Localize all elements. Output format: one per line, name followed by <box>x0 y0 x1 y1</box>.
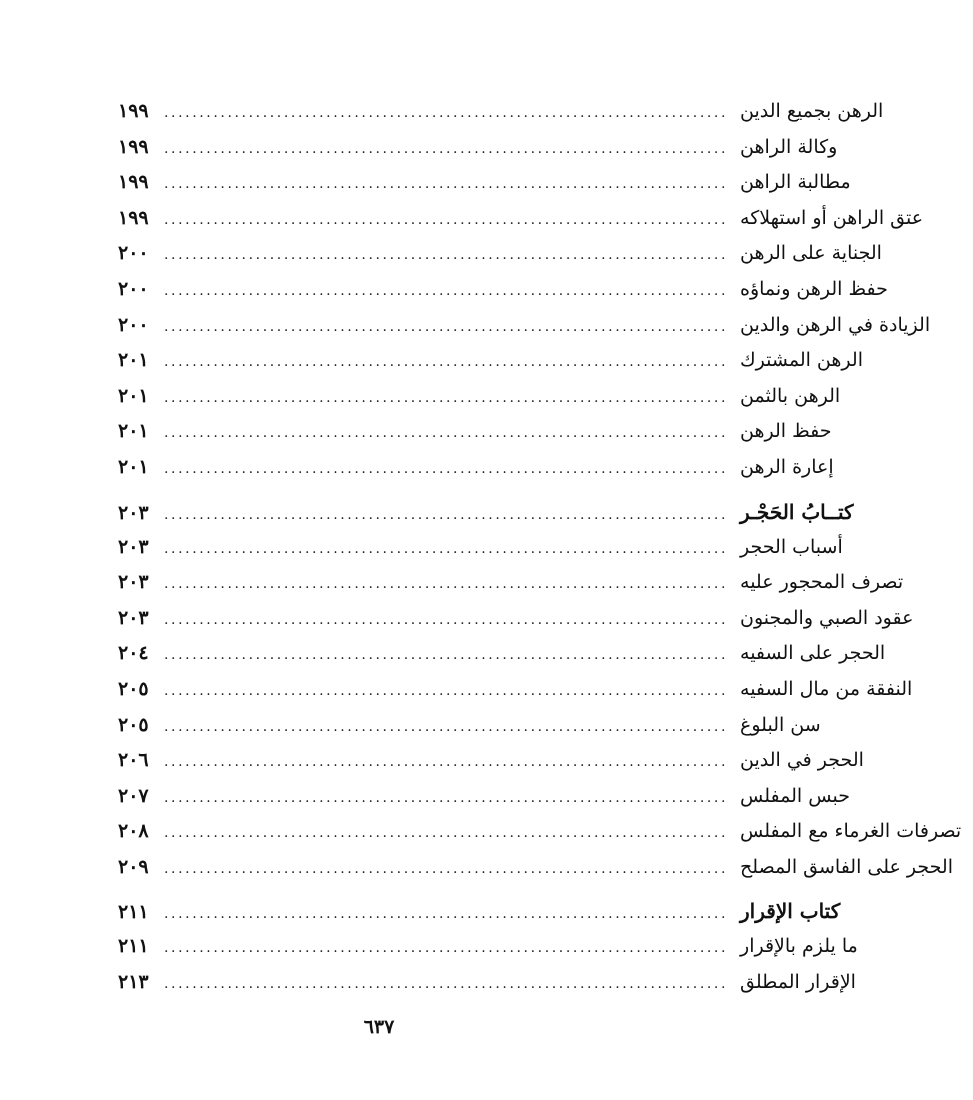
toc-entry-title: عقود الصبي والمجنون <box>740 606 914 629</box>
toc-entry-page: ٢١٣ <box>118 971 149 994</box>
toc-entry <box>118 749 864 785</box>
table-of-contents <box>118 100 962 1007</box>
dot-leader: ................................................................................ <box>164 282 729 299</box>
dot-leader: ................................................................................ <box>164 105 729 121</box>
dot-leader: ................................................................................ <box>164 576 729 593</box>
toc-entry-title: الجناية على الرهن <box>740 242 882 265</box>
toc-entry-title: حفظ الرهن <box>740 420 832 443</box>
toc-entry-page: ٢٠١ <box>118 420 149 443</box>
toc-entry-page: ٢٠١ <box>118 384 149 407</box>
dot-leader: ................................................................................ <box>164 789 729 806</box>
dot-leader: ................................................................................ <box>164 354 729 371</box>
dot-leader: ................................................................................ <box>164 940 729 957</box>
toc-entry <box>118 677 913 714</box>
toc-entry-title: سن البلوغ <box>740 713 821 736</box>
dot-leader: ................................................................................ <box>164 682 729 699</box>
toc-entry-page: ١٩٩ <box>118 100 149 122</box>
toc-entry-page: ٢٠٥ <box>118 677 149 700</box>
toc-entry-title: حبس المفلس <box>740 784 850 807</box>
toc-entry-title: إعارة الرهن <box>740 455 834 478</box>
toc-entry <box>118 820 962 856</box>
toc-entry-page: ١٩٩ <box>118 206 149 229</box>
dot-leader: ................................................................................ <box>164 540 729 557</box>
dot-leader: ................................................................................ <box>164 506 729 523</box>
toc-entry <box>118 455 834 492</box>
toc-entry-page: ٢٠٤ <box>118 642 149 665</box>
toc-entry-page: ٢٠٧ <box>118 784 149 807</box>
toc-entry-page: ٢٠١ <box>118 349 149 372</box>
toc-entry-page: ١٩٩ <box>118 171 149 194</box>
toc-entry-page: ٢٠٣ <box>118 501 149 524</box>
toc-entry-page: ٢٠٦ <box>118 749 149 772</box>
toc-entry-page: ٢٠٠ <box>118 242 149 265</box>
dot-leader: ................................................................................ <box>164 754 729 771</box>
toc-entry-page: ٢٠٠ <box>118 277 149 300</box>
dot-leader: ................................................................................ <box>164 211 729 228</box>
toc-entry <box>118 971 856 1007</box>
toc-entry <box>118 100 884 136</box>
dot-leader: ................................................................................ <box>164 460 729 477</box>
toc-entry-page: ٢٠٠ <box>118 313 149 336</box>
toc-entry <box>118 206 924 243</box>
toc-entry-title: ما يلزم بالإقرار <box>740 935 858 958</box>
toc-entry-title: حفظ الرهن ونماؤه <box>740 277 888 300</box>
toc-entry <box>118 384 841 421</box>
page-number: ٦٣٧ <box>363 1016 395 1038</box>
toc-entry-page: ٢٠٣ <box>118 606 149 629</box>
toc-entry-title: مطالبة الراهن <box>740 171 851 194</box>
toc-entry <box>118 313 931 350</box>
toc-entry-title: الحجر في الدين <box>740 749 864 772</box>
toc-entry-title: الحجر على السفيه <box>740 642 886 665</box>
toc-entry-page: ٢٠٣ <box>118 535 149 558</box>
toc-entry-page: ٢٠٨ <box>118 820 149 843</box>
toc-entry <box>118 349 863 385</box>
dot-leader: ................................................................................ <box>164 176 729 193</box>
toc-entry-title: الإقرار المطلق <box>740 971 856 994</box>
toc-entry <box>118 420 832 456</box>
toc-entry <box>118 277 888 314</box>
dot-leader: ................................................................................ <box>164 647 729 664</box>
toc-entry-title: الرهن بجميع الدين <box>740 100 884 122</box>
toc-entry <box>118 171 851 207</box>
toc-entry <box>118 855 953 892</box>
toc-entry <box>118 535 843 572</box>
toc-entry <box>118 713 821 750</box>
toc-entry-title: كتاب الإقرار <box>740 899 841 924</box>
toc-chapter-heading <box>118 499 854 536</box>
dot-leader: ................................................................................ <box>164 825 729 842</box>
toc-entry-title: الرهن المشترك <box>740 349 863 372</box>
toc-entry <box>118 784 850 821</box>
toc-entry-page: ٢١١ <box>118 935 149 958</box>
toc-entry-page: ١٩٩ <box>118 135 149 158</box>
toc-entry-title: أسباب الحجر <box>740 535 843 558</box>
toc-entry-page: ٢٠٥ <box>118 713 149 736</box>
toc-entry <box>118 606 914 643</box>
dot-leader: ................................................................................ <box>164 140 729 157</box>
dot-leader: ................................................................................ <box>164 389 729 406</box>
toc-entry-title: الرهن بالثمن <box>740 384 841 407</box>
toc-entry-title: النفقة من مال السفيه <box>740 677 913 700</box>
toc-entry <box>118 242 882 278</box>
toc-entry-page: ٢٠٣ <box>118 571 149 594</box>
toc-entry <box>118 135 838 172</box>
dot-leader: ................................................................................ <box>164 318 729 335</box>
toc-chapter-heading <box>118 899 841 935</box>
toc-entry <box>118 571 904 607</box>
toc-entry-title: تصرف المحجور عليه <box>740 571 904 594</box>
dot-leader: ................................................................................ <box>164 860 729 877</box>
toc-entry-page: ٢٠١ <box>118 455 149 478</box>
dot-leader: ................................................................................ <box>164 718 729 735</box>
toc-entry-title: الحجر على الفاسق المصلح <box>740 855 953 878</box>
toc-entry-title: تصرفات الغرماء مع المفلس <box>740 820 962 843</box>
dot-leader: ................................................................................ <box>164 906 729 923</box>
toc-entry-page: ٢١١ <box>118 901 149 924</box>
toc-entry-page: ٢٠٩ <box>118 855 149 878</box>
dot-leader: ................................................................................ <box>164 611 729 628</box>
toc-entry <box>118 935 858 971</box>
toc-entry-title: الزيادة في الرهن والدين <box>740 313 931 336</box>
dot-leader: ................................................................................ <box>164 976 729 993</box>
dot-leader: ................................................................................ <box>164 247 729 264</box>
toc-entry-title: عتق الراهن أو استهلاكه <box>740 206 924 229</box>
toc-entry-title: كتــابُ الحَجْـر <box>740 499 854 524</box>
toc-entry <box>118 642 886 678</box>
dot-leader: ................................................................................ <box>164 425 729 442</box>
toc-entry-title: وكالة الراهن <box>740 135 838 158</box>
